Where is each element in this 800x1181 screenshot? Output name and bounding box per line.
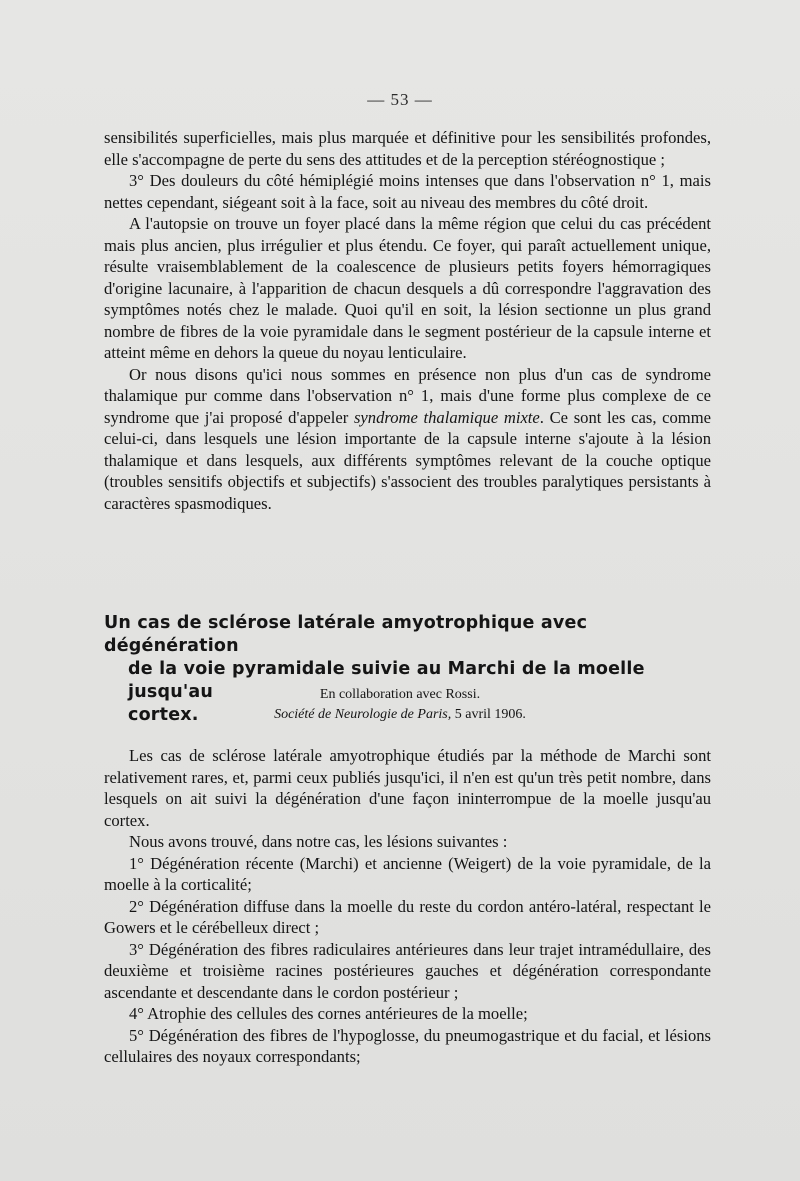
section-observation xyxy=(104,127,711,514)
publication-source xyxy=(0,705,800,725)
source-date: 5 avril 1906. xyxy=(451,707,526,722)
text-run: Or nous disons qu'ici nous sommes en présence non plus d'un cas de syndrome thalamique pur comme dans l'observation n° 1, mais d'une forme plus complexe de ce syndrome que j'ai proposé d'appeler xyxy=(104,364,711,427)
source-name: Société de Neurologie de Paris, xyxy=(274,707,452,722)
text-run: . Ce sont les cas, comme celui-ci, dans lesquels une lésion importante de la capsule interne s'ajoute à la lésion thalamique et dans lesquels, aux différents symptômes relevant de la couche optique (troubles sensitifs objectifs et subjectifs) s'associent des troubles paralytiques persistants à caractères spasmodiques. xyxy=(104,407,711,513)
article-byline xyxy=(0,685,800,725)
page-number: — 53 — xyxy=(367,90,433,109)
title-line: cortex. xyxy=(128,705,199,725)
paragraph-syndrome xyxy=(104,364,711,515)
paragraph: sensibilités superficielles, mais plus marquée et définitive pour les sensibilités profondes, elle s'accompagne de perte du sens des attitudes et de la perception stéréognostique ; xyxy=(104,128,711,169)
emphasis-term: syndrome thalamique mixte xyxy=(353,407,540,427)
paragraph: 3° Des douleurs du côté hémiplégié moins intenses que dans l'observation n° 1, mais nettes cependant, siégeant soit à la face, soit au niveau des membres du côté droit. xyxy=(104,171,711,212)
section-article-body xyxy=(104,745,711,1068)
paragraph: A l'autopsie on trouve un foyer placé dans la même région que celui du cas précédent mais plus ancien, plus irrégulier et plus étendu. Ce foyer, qui paraît actuellement unique, résulte vraisemblablement de la coalescence de plusieurs petits foyers hémorragiques d'origine lacunaire, à l'apparition de chacun desquels a dû correspondre l'aggravation des symptômes notés chez le malade. Quoi qu'il en soit, la lésion sectionne un plus grand nombre de fibres de la voie pyramidale dans le segment postérieur de la capsule interne et atteint même en dehors la queue du noyau lenticulaire. xyxy=(104,214,711,362)
paragraph: Nous avons trouvé, dans notre cas, les lésions suivantes : xyxy=(129,832,508,851)
list-item: 4° Atrophie des cellules des cornes antérieures de la moelle; xyxy=(129,1004,528,1023)
paragraph: Les cas de sclérose latérale amyotrophique étudiés par la méthode de Marchi sont relativement rares, et, parmi ceux publiés jusqu'ici, il n'en est qu'un très petit nombre, dans lesquels on ait suivi la dégénération d'une façon ininterrompue de la moelle jusqu'au cortex. xyxy=(104,746,711,830)
list-item: 3° Dégénération des fibres radiculaires antérieures dans leur trajet intramédullaire, des deuxième et troisième racines postérieures gauches et dégénération correspondante ascendante et descendante dans le cordon postérieur ; xyxy=(104,939,711,1002)
list-item: 5° Dégénération des fibres de l'hypoglosse, du pneumogastrique et du facial, et lésions cellulaires des noyaux correspondants; xyxy=(104,1025,711,1066)
list-item: 1° Dégénération récente (Marchi) et ancienne (Weigert) de la voie pyramidale, de la moelle à la corticalité; xyxy=(104,853,711,894)
collaboration-note: En collaboration avec Rossi. xyxy=(319,687,481,702)
title-line: de la voie pyramidale suivie au Marchi de la moelle jusqu'au xyxy=(128,659,645,702)
title-line: Un cas de sclérose latérale amyotrophique avec dégénération xyxy=(104,613,588,656)
list-item: 2° Dégénération diffuse dans la moelle du reste du cordon antéro-latéral, respectant le Gowers et le cérébelleux direct ; xyxy=(104,896,711,937)
